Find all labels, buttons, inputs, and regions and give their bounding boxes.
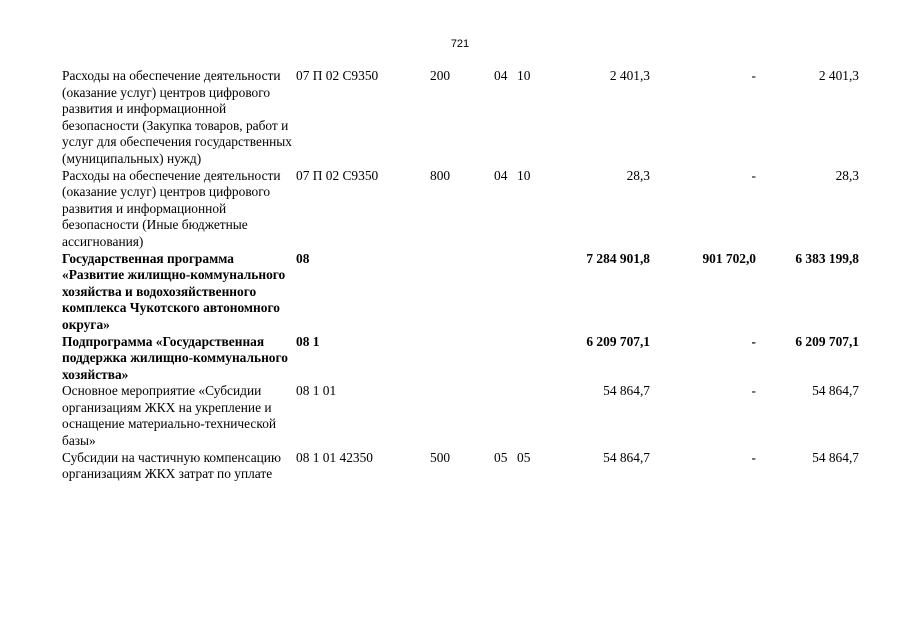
row-code: 08 <box>296 250 310 266</box>
row-section: 04 <box>494 68 508 83</box>
row-amount-federal: - <box>751 167 756 183</box>
row-amount-regional: 54 864,7 <box>812 449 859 465</box>
row-amount-total: 7 284 901,8 <box>586 250 650 266</box>
row-code: 07 П 02 С9350 <box>296 167 379 183</box>
row-expense-type: 500 <box>430 449 451 465</box>
row-expense-type <box>430 334 494 384</box>
row-name: Субсидии на частичную компенсацию организациям ЖКХ затрат по уплате <box>62 449 281 482</box>
row-name: Расходы на обеспечение деятельности (оказание услуг) центров цифрового развития и информационной безопасности (Закупка товаров, работ и услуг для обеспечения государственных (муниципальных) нужд) <box>62 68 292 166</box>
row-amount-federal: - <box>751 449 756 465</box>
row-section: 04 <box>494 167 508 183</box>
row-amount-total: 2 401,3 <box>609 68 650 83</box>
row-name: Государственная программа «Развитие жилищно-коммунального хозяйства и водохозяйственного комплекса Чукотского автономного округа» <box>62 250 286 332</box>
row-amount-regional: 28,3 <box>835 167 859 183</box>
row-code: 07 П 02 С9350 <box>296 68 379 83</box>
row-amount-regional: 6 209 707,1 <box>795 333 859 349</box>
row-expense-type <box>430 383 494 449</box>
row-subsection <box>517 383 557 449</box>
table-row <box>62 334 859 384</box>
table-row <box>62 251 859 334</box>
row-expense-type <box>430 251 494 334</box>
budget-table <box>62 68 859 483</box>
row-name: Основное мероприятие «Субсидии организациям ЖКХ на укрепление и оснащение материально-технической базы» <box>62 383 277 449</box>
row-code: 08 1 01 42350 <box>296 449 373 465</box>
row-subsection <box>517 251 557 334</box>
table-row <box>62 168 859 251</box>
row-section <box>494 383 517 449</box>
row-amount-total: 6 209 707,1 <box>586 333 650 349</box>
table-row <box>62 450 859 483</box>
row-amount-regional: 54 864,7 <box>812 383 859 399</box>
row-amount-total: 54 864,7 <box>603 449 650 465</box>
row-name: Подпрограмма «Государственная поддержка жилищно-коммунального хозяйства» <box>62 333 288 382</box>
row-amount-federal: - <box>751 68 756 83</box>
row-code: 08 1 01 <box>296 383 337 399</box>
row-code: 08 1 <box>296 333 320 349</box>
row-name: Расходы на обеспечение деятельности (оказание услуг) центров цифрового развития и информационной безопасности (Иные бюджетные ассигнования) <box>62 167 281 249</box>
row-section: 05 <box>494 449 508 465</box>
row-amount-regional: 2 401,3 <box>818 68 859 83</box>
row-section <box>494 334 517 384</box>
table-row <box>62 383 859 449</box>
row-subsection: 10 <box>517 167 531 183</box>
row-expense-type: 800 <box>430 167 451 183</box>
row-section <box>494 251 517 334</box>
row-amount-federal: - <box>751 333 756 349</box>
page-number: 721 <box>450 38 470 50</box>
row-subsection: 05 <box>517 449 531 465</box>
row-amount-total: 28,3 <box>626 167 650 183</box>
row-subsection <box>517 334 557 384</box>
row-amount-total: 54 864,7 <box>603 383 650 399</box>
row-amount-regional: 6 383 199,8 <box>795 250 859 266</box>
row-subsection: 10 <box>517 68 531 83</box>
row-amount-federal: 901 702,0 <box>702 250 756 266</box>
table-row <box>62 68 859 168</box>
row-amount-federal: - <box>751 383 756 399</box>
row-expense-type: 200 <box>430 68 451 83</box>
